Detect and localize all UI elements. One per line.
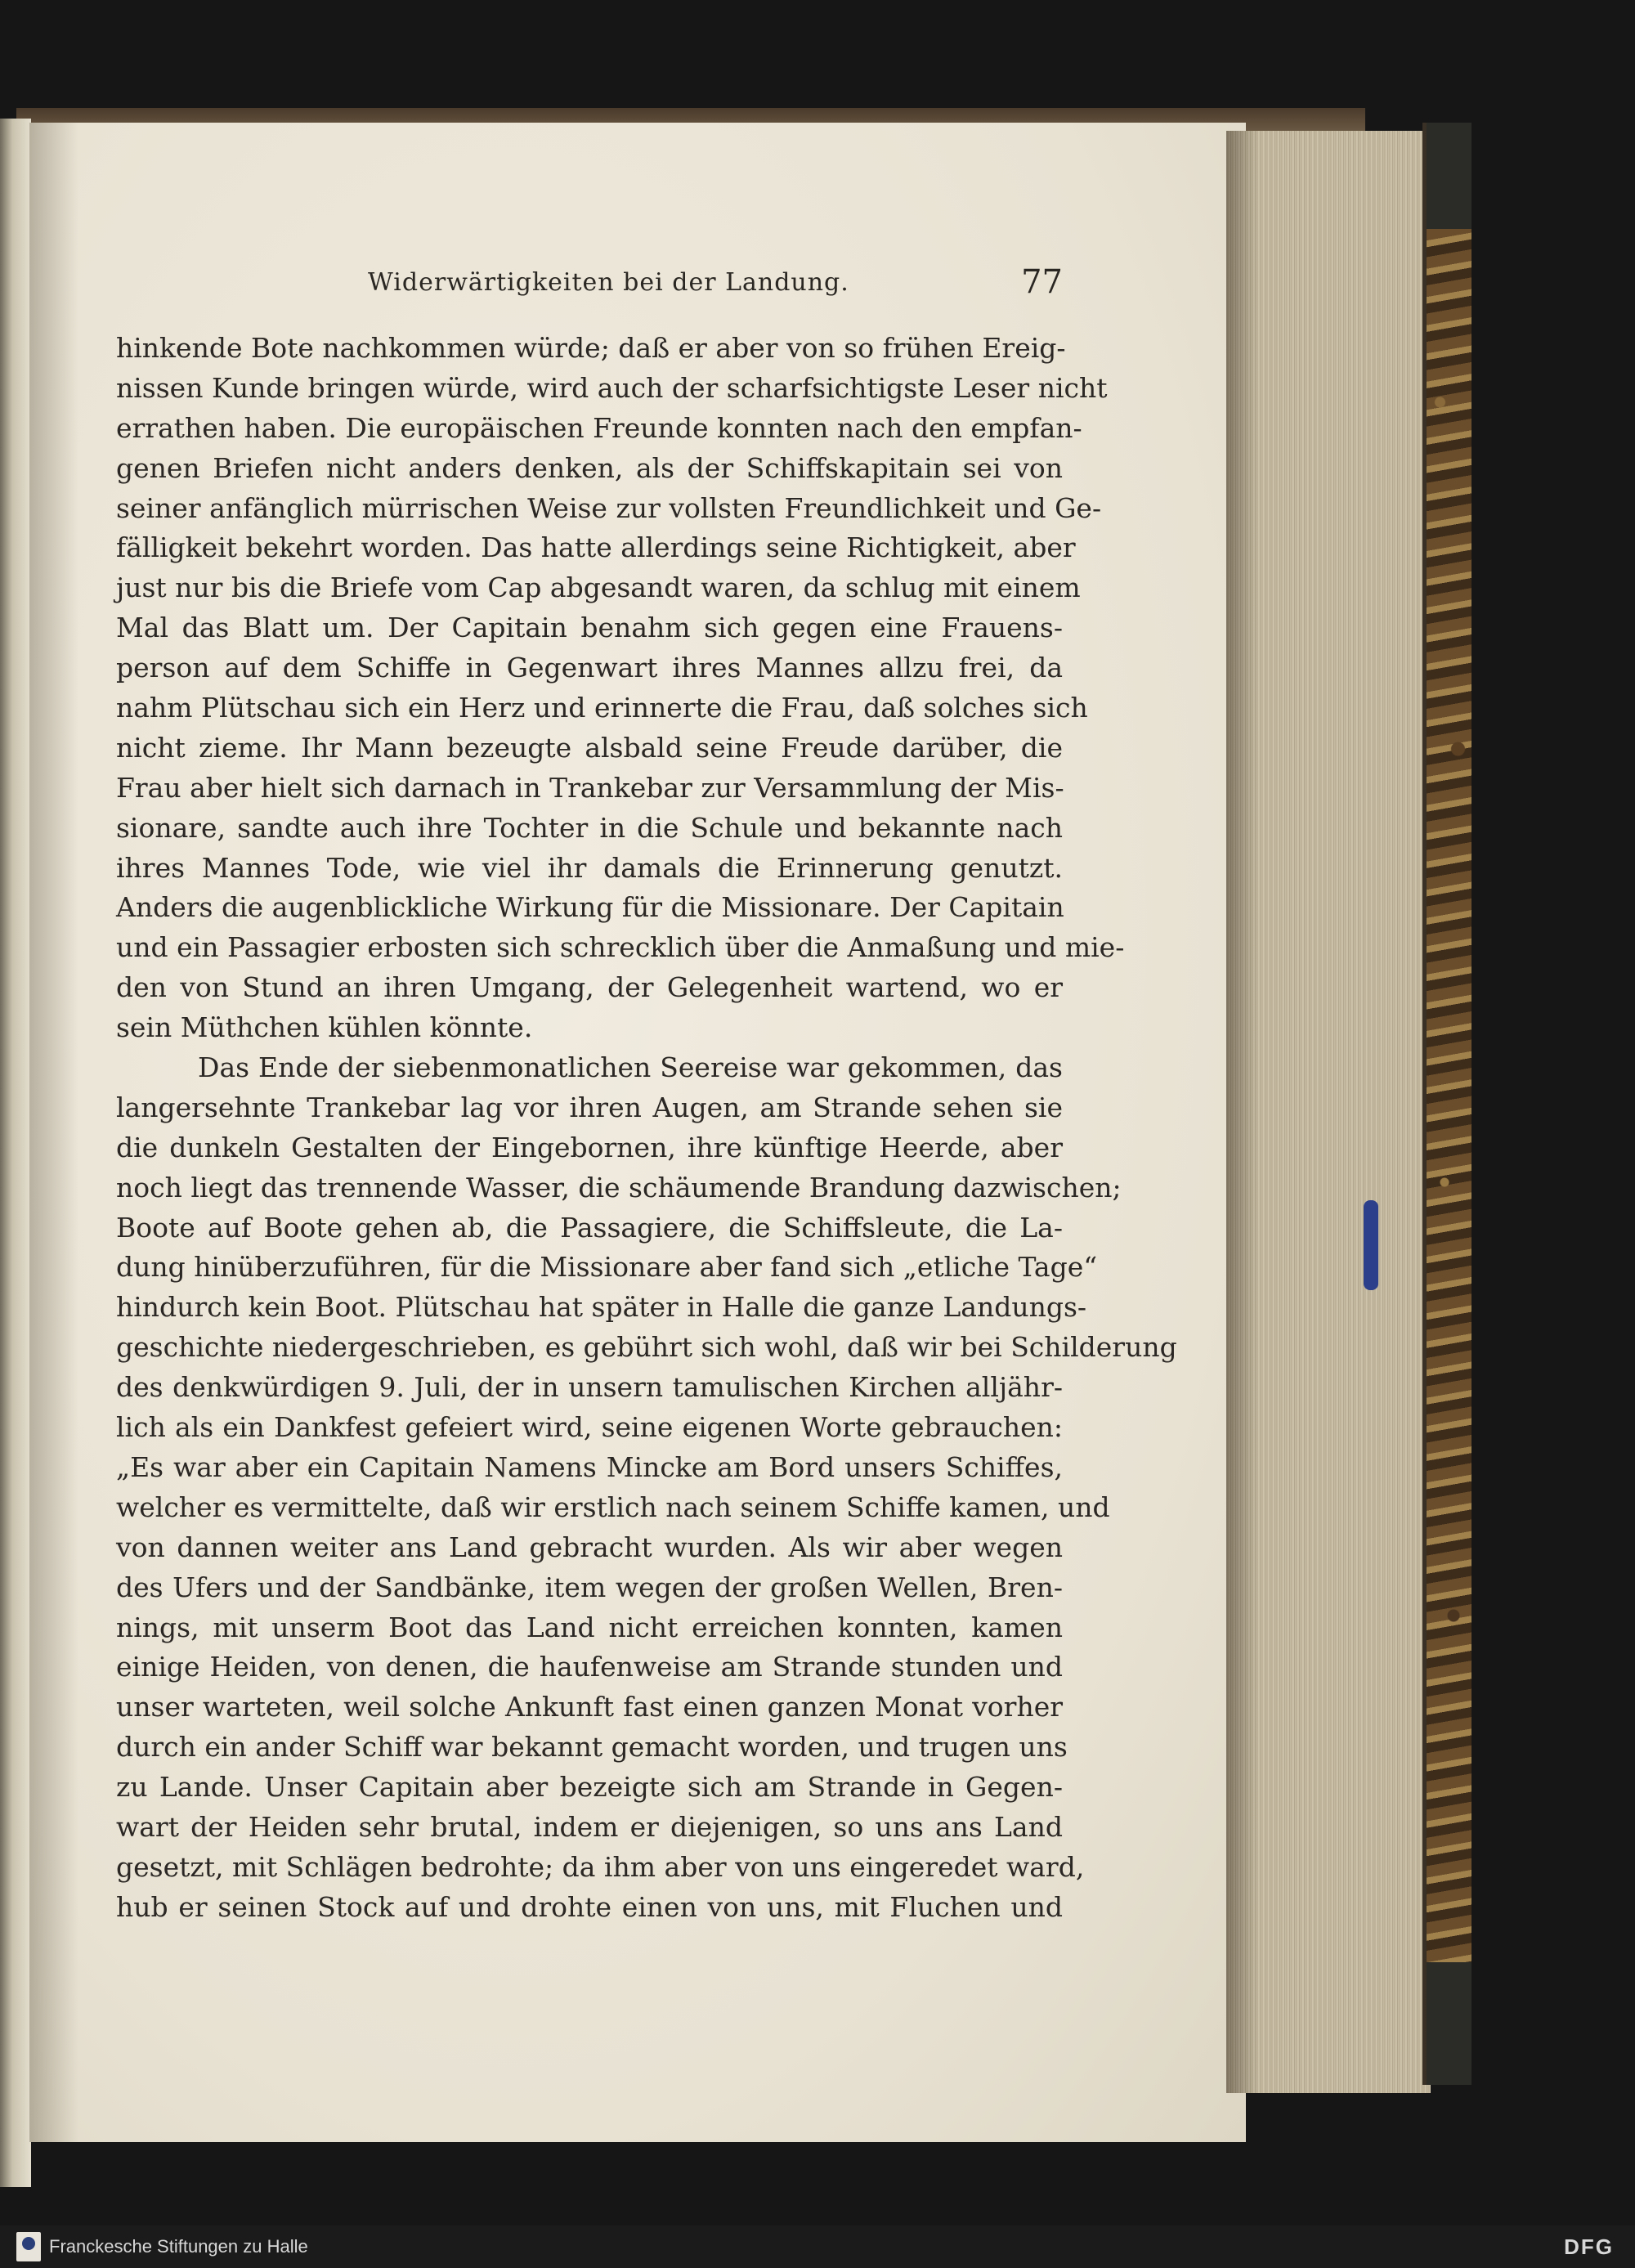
text-line: des denkwürdigen 9. Juli, der in unsern tamulischen Kirchen alljähr- — [116, 1371, 1063, 1404]
text-line: person auf dem Schiffe in Gegenwart ihres Mannes allzu frei, da — [116, 652, 1063, 684]
text-line: nings, mit unserm Boot das Land nicht erreichen konnten, kamen — [116, 1611, 1063, 1643]
text-line: nicht zieme. Ihr Mann bezeugte alsbald seine Freude darüber, die — [116, 731, 1063, 764]
page-number: 77 — [1021, 263, 1063, 301]
text-line: fälligkeit bekehrt worden. Das hatte allerdings seine Richtigkeit, aber — [116, 531, 1076, 564]
spine-cloth-top — [1427, 123, 1472, 229]
text-line: gesetzt, mit Schlägen bedrohte; da ihm aber von uns eingeredet ward, — [116, 1850, 1085, 1883]
page-gutter-shadow — [29, 123, 78, 2142]
text-line: nissen Kunde bringen würde, wird auch der scharfsichtigste Leser nicht — [116, 371, 1108, 404]
text-line: ihres Mannes Tode, wie viel ihr damals die Erinnerung genutzt. — [116, 851, 1063, 884]
text-line: durch ein ander Schiff war bekannt gemacht worden, und trugen uns — [116, 1731, 1068, 1764]
text-line: Mal das Blatt um. Der Capitain benahm sich gegen eine Frauens- — [116, 612, 1063, 644]
text-line: genen Briefen nicht anders denken, als der Schiffskapitain sei von — [116, 451, 1063, 484]
text-line: Boote auf Boote gehen ab, die Passagiere, die Schiffsleute, die La- — [116, 1211, 1063, 1244]
text-line: von dannen weiter ans Land gebracht wurden. Als wir aber wegen — [116, 1531, 1063, 1563]
text-line: sein Müthchen kühlen könnte. — [116, 1011, 533, 1044]
bookmark-ribbon — [1364, 1200, 1378, 1290]
text-line: hindurch kein Boot. Plütschau hat später in Halle die ganze Landungs- — [116, 1291, 1087, 1324]
body-text — [116, 329, 1177, 1928]
text-line: hinkende Bote nachkommen würde; daß er aber von so frühen Ereig- — [116, 332, 1066, 364]
text-line: seiner anfänglich mürrischen Weise zur vollsten Freundlichkeit und Ge- — [116, 491, 1102, 524]
text-line: „Es war aber ein Capitain Namens Mincke am Bord unsers Schiffes, — [116, 1450, 1063, 1483]
text-line: des Ufers und der Sandbänke, item wegen der großen Wellen, Bren- — [116, 1571, 1063, 1603]
left-page-edge — [0, 119, 31, 2187]
funder-logo: DFG — [1564, 2234, 1614, 2259]
text-line: die dunkeln Gestalten der Eingebornen, ihre künftige Heerde, aber — [116, 1131, 1063, 1163]
text-line: just nur bis die Briefe vom Cap abgesandt waren, da schlug mit einem — [116, 571, 1081, 604]
text-line: welcher es vermittelte, daß wir erstlich nach seinem Schiffe kamen, und — [116, 1490, 1110, 1523]
page-header — [114, 263, 1063, 312]
institution-name: Franckesche Stiftungen zu Halle — [49, 2236, 308, 2257]
text-line: Das Ende der siebenmonatlichen Seereise war gekommen, das — [198, 1051, 1063, 1084]
text-line: Frau aber hielt sich darnach in Trankebar zur Versammlung der Mis- — [116, 771, 1064, 804]
text-line: errathen haben. Die europäischen Freunde konnten nach den empfan- — [116, 411, 1082, 444]
running-title: Widerwärtigkeiten bei der Landung. — [368, 268, 849, 297]
text-line: einige Heiden, von denen, die haufenweise am Strande stunden und — [116, 1651, 1063, 1683]
text-line: zu Lande. Unser Capitain aber bezeigte sich am Strande in Gegen- — [116, 1771, 1063, 1804]
text-line: dung hinüberzuführen, für die Missionare aber fand sich „etliche Tage“ — [116, 1251, 1098, 1284]
logo-emblem-icon — [22, 2237, 35, 2250]
spine-cloth-bottom — [1427, 1962, 1472, 2085]
text-line: geschichte niedergeschrieben, es gebührt sich wohl, daß wir bei Schilderung — [116, 1331, 1177, 1364]
text-line: Anders die augenblickliche Wirkung für die Missionare. Der Capitain — [116, 891, 1064, 924]
text-line: lich als ein Dankfest gefeiert wird, seine eigenen Worte gebrauchen: — [116, 1411, 1063, 1444]
text-line: und ein Passagier erbosten sich schrecklich über die Anmaßung und mie- — [116, 931, 1125, 964]
text-line: nahm Plütschau sich ein Herz und erinnerte die Frau, daß solches sich — [116, 692, 1088, 724]
text-line: unser warteten, weil solche Ankunft fast einen ganzen Monat vorher — [116, 1691, 1063, 1723]
text-line: sionare, sandte auch ihre Tochter in die Schule und bekannte nach — [116, 811, 1063, 844]
text-line: hub er seinen Stock auf und drohte einen von uns, mit Fluchen und — [116, 1890, 1063, 1923]
text-line: den von Stund an ihren Umgang, der Gelegenheit wartend, wo er — [116, 971, 1063, 1004]
text-line: wart der Heiden sehr brutal, indem er diejenigen, so uns ans Land — [116, 1810, 1063, 1843]
text-line: langersehnte Trankebar lag vor ihren Augen, am Strande sehen sie — [116, 1091, 1063, 1123]
text-line: noch liegt das trennende Wasser, die schäumende Brandung dazwischen; — [116, 1171, 1122, 1203]
page-stack-shadow — [1226, 131, 1259, 2093]
marbled-cover-board — [1427, 229, 1472, 1962]
